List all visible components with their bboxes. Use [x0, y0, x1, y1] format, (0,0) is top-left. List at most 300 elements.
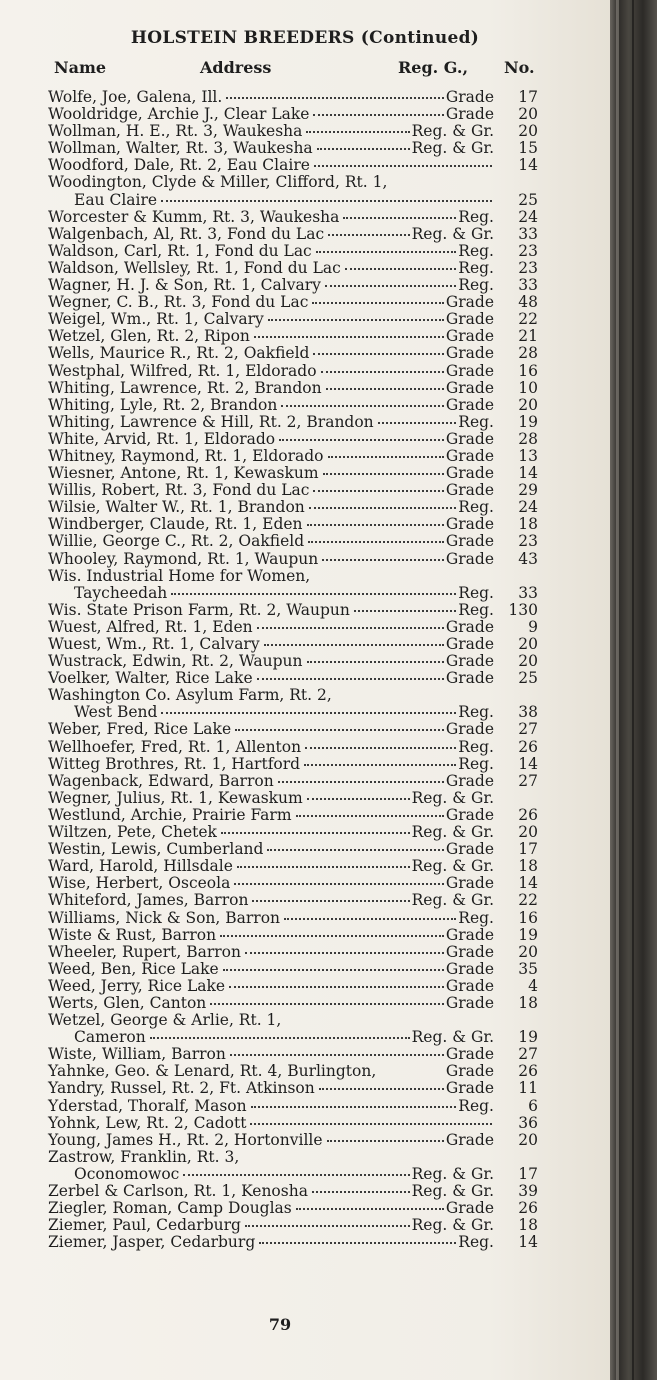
dot-leader [171, 592, 456, 595]
list-item [48, 226, 538, 243]
list-item [48, 807, 538, 824]
entry-name-address: Zerbel & Carlson, Rt. 1, Kenosha [48, 1182, 308, 1200]
entry-registration: Grade [445, 549, 494, 568]
entry-number: 28 [518, 429, 538, 448]
entry-name-address: Wooldridge, Archie J., Clear Lake [48, 105, 310, 124]
dot-leader [161, 199, 492, 202]
entry-registration: Reg. [458, 1096, 494, 1115]
list-item [48, 89, 538, 106]
entry-registration: Reg. & Gr. [411, 1216, 494, 1235]
list-item [48, 670, 538, 687]
dot-leader [326, 387, 444, 390]
entry-registration: Reg. [458, 258, 494, 277]
dot-leader [252, 899, 409, 902]
entry-number: 18 [518, 515, 538, 534]
dot-leader [296, 814, 444, 817]
entry-name-address: Weed, Ben, Rice Lake [48, 959, 219, 978]
list-item [48, 1046, 538, 1063]
list-item [48, 773, 538, 790]
entry-number: 15 [518, 139, 538, 158]
dot-leader [307, 523, 444, 526]
entry-registration: Reg. [458, 703, 494, 722]
entry-registration: Reg. & Gr. [411, 857, 494, 876]
entry-name-address: Westphal, Wilfred, Rt. 1, Eldorado [48, 361, 317, 380]
entry-registration: Reg. [458, 276, 494, 295]
list-item [48, 277, 538, 294]
entry-name-address: Wells, Maurice R., Rt. 2, Oakfield [48, 344, 310, 363]
list-item [48, 516, 538, 533]
list-item [48, 790, 538, 807]
entry-name-address: Ward, Harold, Hillsdale [48, 857, 233, 876]
entry-number: 33 [518, 276, 538, 295]
entry-number: 35 [518, 959, 538, 978]
entry-number: 24 [518, 207, 538, 226]
entry-registration: Grade [445, 635, 494, 653]
dot-leader [226, 96, 444, 99]
entry-number: 27 [518, 771, 538, 790]
entry-registration: Reg. & Gr. [411, 891, 494, 910]
dot-leader [229, 985, 444, 988]
entry-registration: Reg. & Gr. [411, 224, 494, 243]
list-item [48, 1063, 538, 1080]
dot-leader [328, 455, 444, 458]
dot-leader [268, 318, 444, 321]
entry-registration: Grade [445, 993, 494, 1012]
dot-leader [313, 489, 443, 492]
entry-name-address: Ziegler, Roman, Camp Douglas [48, 1199, 292, 1218]
entry-registration: Grade [445, 446, 494, 465]
dot-leader [223, 968, 444, 971]
list-item [48, 892, 538, 909]
entry-name-address: Waldson, Carl, Rt. 1, Fond du Lac [48, 241, 312, 260]
book-spine [610, 0, 657, 1380]
entry-registration: Reg. [458, 498, 494, 517]
entry-number: 10 [518, 378, 538, 397]
entry-registration: Grade [445, 344, 494, 363]
entry-number: 20 [518, 635, 538, 653]
dot-leader [183, 1173, 409, 1176]
entry-number: 14 [518, 1233, 538, 1252]
entry-name-address: Taycheedah [74, 583, 168, 602]
entry-number: 130 [508, 600, 538, 619]
entry-name-address: Yandry, Russel, Rt. 2, Ft. Atkinson [48, 1079, 315, 1098]
entry-registration: Grade [445, 481, 494, 500]
entry-number: 26 [518, 737, 538, 756]
list-item [48, 756, 538, 773]
list-item [48, 568, 538, 585]
entry-name-address: Woodford, Dale, Rt. 2, Eau Claire [48, 156, 310, 175]
entry-name-address: Wellhoefer, Fred, Rt. 1, Allenton [48, 737, 302, 756]
entry-name-address: Walgenbach, Al, Rt. 3, Fond du Lac [48, 224, 325, 243]
dot-leader [327, 1139, 444, 1142]
dot-leader [150, 1036, 410, 1039]
entry-name-address: Woodington, Clyde & Miller, Clifford, Rt. 1, [48, 173, 388, 192]
list-item [48, 1012, 538, 1029]
entry-registration: Reg. [458, 241, 494, 260]
entry-registration: Grade [445, 959, 494, 978]
list-item [48, 858, 538, 875]
dot-leader [325, 284, 456, 287]
list-item [48, 704, 538, 721]
entry-name-address: Zastrow, Franklin, Rt. 3, [48, 1147, 240, 1166]
entry-registration: Reg. [458, 908, 494, 927]
entry-number: 4 [528, 976, 538, 995]
entry-registration: Reg. [458, 412, 494, 431]
entry-name-address: Wegner, Julius, Rt. 1, Kewaskum [48, 788, 303, 807]
entry-registration: Reg. & Gr. [411, 1164, 494, 1183]
dot-leader [257, 626, 444, 629]
dot-leader [307, 797, 410, 800]
list-item [48, 106, 538, 123]
entry-registration: Reg. [458, 583, 494, 602]
list-item [48, 875, 538, 892]
entry-number: 23 [518, 258, 538, 277]
entry-name-address: Oconomowoc [74, 1164, 180, 1183]
entry-name-address: Whooley, Raymond, Rt. 1, Waupun [48, 549, 319, 568]
entry-registration: Grade [445, 395, 494, 414]
dot-leader [259, 1241, 456, 1244]
entry-registration: Reg. & Gr. [411, 788, 494, 807]
entry-number: 26 [518, 1062, 538, 1081]
entry-number: 17 [518, 88, 538, 106]
entry-number: 18 [518, 857, 538, 876]
entry-number: 29 [518, 481, 538, 500]
entry-name-address: Whiteford, James, Barron [48, 891, 249, 910]
entry-registration: Reg. [458, 600, 494, 619]
list-item [48, 397, 538, 414]
column-header-name: Name [54, 58, 107, 77]
list-item [48, 585, 538, 602]
dot-leader [234, 882, 444, 885]
entry-name-address: Wiesner, Antone, Rt. 1, Kewaskum [48, 464, 319, 483]
dot-leader [254, 335, 444, 338]
dot-leader [322, 558, 444, 561]
dot-leader [284, 917, 456, 920]
dot-leader [312, 301, 443, 304]
dot-leader [312, 1190, 410, 1193]
list-item [48, 157, 538, 174]
entry-name-address: White, Arvid, Rt. 1, Eldorado [48, 429, 276, 448]
list-item [48, 910, 538, 927]
list-item [48, 243, 538, 260]
list-item [48, 944, 538, 961]
dot-leader [237, 865, 410, 868]
entry-name-address: Wiste, William, Barron [48, 1045, 226, 1064]
entry-registration: Grade [445, 429, 494, 448]
entry-name-address: Wiltzen, Pete, Chetek [48, 823, 217, 842]
entry-registration: Grade [445, 1199, 494, 1218]
entry-registration: Grade [445, 464, 494, 483]
entry-number: 22 [518, 891, 538, 910]
entry-name-address: Wuest, Alfred, Rt. 1, Eden [48, 617, 253, 636]
entry-name-address: Yahnke, Geo. & Lenard, Rt. 4, Burlington, [48, 1062, 377, 1081]
entry-registration: Grade [445, 1130, 494, 1149]
dot-leader [210, 1002, 444, 1005]
dot-leader [313, 352, 443, 355]
dot-leader [279, 438, 444, 441]
dot-leader [378, 421, 457, 424]
list-item [48, 414, 538, 431]
column-header-address: Address [200, 58, 272, 77]
entry-number: 25 [518, 190, 538, 209]
entry-number: 16 [518, 908, 538, 927]
dot-leader [230, 1053, 444, 1056]
entry-registration: Grade [445, 515, 494, 534]
entry-number: 27 [518, 1045, 538, 1064]
entry-name-address: Wagenback, Edward, Barron [48, 771, 274, 790]
entry-registration: Grade [445, 88, 494, 106]
entry-name-address: Wilsie, Walter W., Rt. 1, Brandon [48, 498, 305, 517]
entry-registration: Reg. [458, 737, 494, 756]
entry-name-address: Whitney, Raymond, Rt. 1, Eldorado [48, 446, 324, 465]
list-item [48, 1217, 538, 1234]
entry-number: 33 [518, 583, 538, 602]
dot-leader [264, 643, 444, 646]
list-item [48, 499, 538, 516]
dot-leader [305, 746, 456, 749]
list-item [48, 1200, 538, 1217]
entry-name-address: Washington Co. Asylum Farm, Rt. 2, [48, 686, 332, 705]
entry-number: 11 [518, 1079, 538, 1098]
list-item [48, 739, 538, 756]
entry-registration: Grade [445, 652, 494, 671]
entry-name-address: Wetzel, Glen, Rt. 2, Ripon [48, 327, 250, 346]
list-item [48, 1183, 538, 1200]
entry-name-address: Whiting, Lyle, Rt. 2, Brandon [48, 395, 278, 414]
column-header-no: No. [504, 58, 535, 77]
entry-number: 23 [518, 241, 538, 260]
dot-leader [321, 370, 444, 373]
entry-number: 20 [518, 1130, 538, 1149]
entry-name-address: Eau Claire [74, 190, 158, 209]
entry-name-address: Windberger, Claude, Rt. 1, Eden [48, 515, 303, 534]
list-item [48, 927, 538, 944]
dot-leader [323, 472, 444, 475]
entry-name-address: Wis. State Prison Farm, Rt. 2, Waupun [48, 600, 350, 619]
entry-number: 17 [518, 840, 538, 859]
entry-name-address: Wheeler, Rupert, Barron [48, 942, 241, 961]
list-item [48, 687, 538, 704]
entry-number: 39 [518, 1182, 538, 1200]
entry-registration: Grade [445, 293, 494, 312]
entry-name-address: Wegner, C. B., Rt. 3, Fond du Lac [48, 293, 309, 312]
dot-leader [281, 404, 444, 407]
entry-number: 6 [528, 1096, 538, 1115]
entry-name-address: Weigel, Wm., Rt. 1, Calvary [48, 310, 264, 329]
list-item [48, 209, 538, 226]
entry-number: 36 [518, 1113, 538, 1132]
entry-name-address: Westlund, Archie, Prairie Farm [48, 805, 292, 824]
page-number: 79 [268, 1315, 292, 1334]
entry-registration: Grade [445, 1045, 494, 1064]
list-item [48, 824, 538, 841]
entry-number: 20 [518, 942, 538, 961]
entry-registration: Grade [445, 669, 494, 688]
dot-leader [308, 540, 444, 543]
dot-leader [245, 951, 444, 954]
dot-leader [296, 1207, 444, 1210]
entry-name-address: Yderstad, Thoralf, Mason [48, 1096, 247, 1115]
entry-name-address: Wetzel, George & Arlie, Rt. 1, [48, 1011, 282, 1030]
entry-number: 25 [518, 669, 538, 688]
entry-number: 48 [518, 293, 538, 312]
dot-leader [345, 267, 456, 270]
entry-number: 21 [518, 327, 538, 346]
dot-leader [354, 609, 456, 612]
entry-number: 19 [518, 925, 538, 944]
dot-leader [343, 216, 456, 219]
list-item [48, 1098, 538, 1115]
dot-leader [328, 233, 410, 236]
entry-name-address: Wollman, H. E., Rt. 3, Waukesha [48, 122, 303, 141]
dot-leader [161, 711, 456, 714]
dot-leader [313, 113, 443, 116]
entry-registration: Reg. & Gr. [411, 823, 494, 842]
dot-leader [307, 660, 444, 663]
list-item [48, 380, 538, 397]
entry-name-address: Waldson, Wellsley, Rt. 1, Fond du Lac [48, 258, 341, 277]
entry-name-address: Ziemer, Jasper, Cedarburg [48, 1233, 256, 1252]
entry-number: 28 [518, 344, 538, 363]
dot-leader [304, 763, 456, 766]
entry-registration: Reg. & Gr. [411, 122, 494, 141]
dot-leader [309, 506, 457, 509]
entry-number: 20 [518, 395, 538, 414]
entry-name-address: Whiting, Lawrence, Rt. 2, Brandon [48, 378, 322, 397]
entry-registration: Grade [445, 327, 494, 346]
entry-registration: Grade [445, 1079, 494, 1098]
entry-registration: Grade [445, 617, 494, 636]
list-item [48, 1149, 538, 1166]
list-item [48, 602, 538, 619]
entry-number: 18 [518, 993, 538, 1012]
entry-name-address: Wise, Herbert, Osceola [48, 874, 231, 893]
entry-number: 38 [518, 703, 538, 722]
list-item [48, 260, 538, 277]
list-item [48, 465, 538, 482]
entry-registration: Grade [445, 720, 494, 739]
entry-name-address: Wolfe, Joe, Galena, Ill. [48, 88, 223, 106]
list-item [48, 1132, 538, 1149]
list-item [48, 1029, 538, 1046]
list-item [48, 328, 538, 345]
dot-leader [250, 1122, 492, 1125]
entry-number: 26 [518, 805, 538, 824]
list-item [48, 995, 538, 1012]
entry-name-address: Ziemer, Paul, Cedarburg [48, 1216, 241, 1235]
dot-leader [257, 677, 444, 680]
entry-number: 24 [518, 498, 538, 517]
column-header-reg: Reg. G., [398, 58, 469, 77]
entry-registration: Grade [445, 105, 494, 124]
entry-number: 19 [518, 1028, 538, 1047]
entry-registration: Grade [445, 1062, 494, 1081]
dot-leader [316, 250, 457, 253]
dot-leader [317, 147, 410, 150]
entry-name-address: Wagner, H. J. & Son, Rt. 1, Calvary [48, 276, 321, 295]
list-item [48, 653, 538, 670]
list-item [48, 1080, 538, 1097]
entry-number: 13 [518, 446, 538, 465]
entry-name-address: Williams, Nick & Son, Barron [48, 908, 281, 927]
entry-registration: Reg. & Gr. [411, 1182, 494, 1200]
entry-number: 16 [518, 361, 538, 380]
page-title: HOLSTEIN BREEDERS (Continued) [130, 28, 480, 48]
entry-name-address: Werts, Glen, Canton [48, 993, 207, 1012]
entry-number: 22 [518, 310, 538, 329]
list-item [48, 551, 538, 568]
entry-number: 14 [518, 156, 538, 175]
entry-name-address: Voelker, Walter, Rice Lake [48, 669, 253, 688]
entry-registration: Grade [445, 976, 494, 995]
entry-name-address: Witteg Brothres, Rt. 1, Hartford [48, 754, 301, 773]
dot-leader [220, 934, 444, 937]
entry-registration: Grade [445, 771, 494, 790]
entry-name-address: Cameron [74, 1028, 146, 1047]
entry-name-address: Wollman, Walter, Rt. 3, Waukesha [48, 139, 313, 158]
entry-number: 43 [518, 549, 538, 568]
list-item [48, 174, 538, 191]
breeder-list [48, 89, 538, 1251]
entry-number: 20 [518, 823, 538, 842]
entry-registration: Reg. & Gr. [411, 1028, 494, 1047]
entry-registration: Grade [445, 874, 494, 893]
list-item [48, 619, 538, 636]
list-item [48, 294, 538, 311]
entry-number: 19 [518, 412, 538, 431]
entry-registration: Grade [445, 942, 494, 961]
entry-registration: Reg. [458, 1233, 494, 1252]
entry-number: 27 [518, 720, 538, 739]
entry-number: 18 [518, 1216, 538, 1235]
entry-name-address: Young, James H., Rt. 2, Hortonville [48, 1130, 323, 1149]
list-item [48, 1166, 538, 1183]
dot-leader [251, 1105, 457, 1108]
dot-leader [267, 848, 443, 851]
entry-number: 23 [518, 532, 538, 551]
entry-number: 14 [518, 874, 538, 893]
list-item [48, 636, 538, 653]
entry-name-address: Weed, Jerry, Rice Lake [48, 976, 226, 995]
entry-name-address: Willis, Robert, Rt. 3, Fond du Lac [48, 481, 310, 500]
entry-registration: Reg. & Gr. [411, 139, 494, 158]
entry-name-address: Wis. Industrial Home for Women, [48, 566, 311, 585]
dot-leader [235, 728, 444, 731]
entry-number: 20 [518, 122, 538, 141]
entry-registration: Grade [445, 532, 494, 551]
entry-name-address: Wustrack, Edwin, Rt. 2, Waupun [48, 652, 303, 671]
entry-number: 26 [518, 1199, 538, 1218]
entry-registration: Grade [445, 378, 494, 397]
list-item [48, 1115, 538, 1132]
dot-leader [278, 780, 444, 783]
entry-name-address: West Bend [74, 703, 158, 722]
entry-registration: Reg. [458, 754, 494, 773]
list-item [48, 721, 538, 738]
list-item [48, 431, 538, 448]
list-item [48, 363, 538, 380]
entry-number: 33 [518, 224, 538, 243]
dot-leader [319, 1087, 444, 1090]
entry-name-address: Yohnk, Lew, Rt. 2, Cadott [48, 1113, 247, 1132]
entry-number: 20 [518, 105, 538, 124]
dot-leader [314, 164, 492, 167]
entry-number: 17 [518, 1164, 538, 1183]
list-item [48, 192, 538, 209]
list-item [48, 311, 538, 328]
list-item [48, 140, 538, 157]
entry-number: 20 [518, 652, 538, 671]
